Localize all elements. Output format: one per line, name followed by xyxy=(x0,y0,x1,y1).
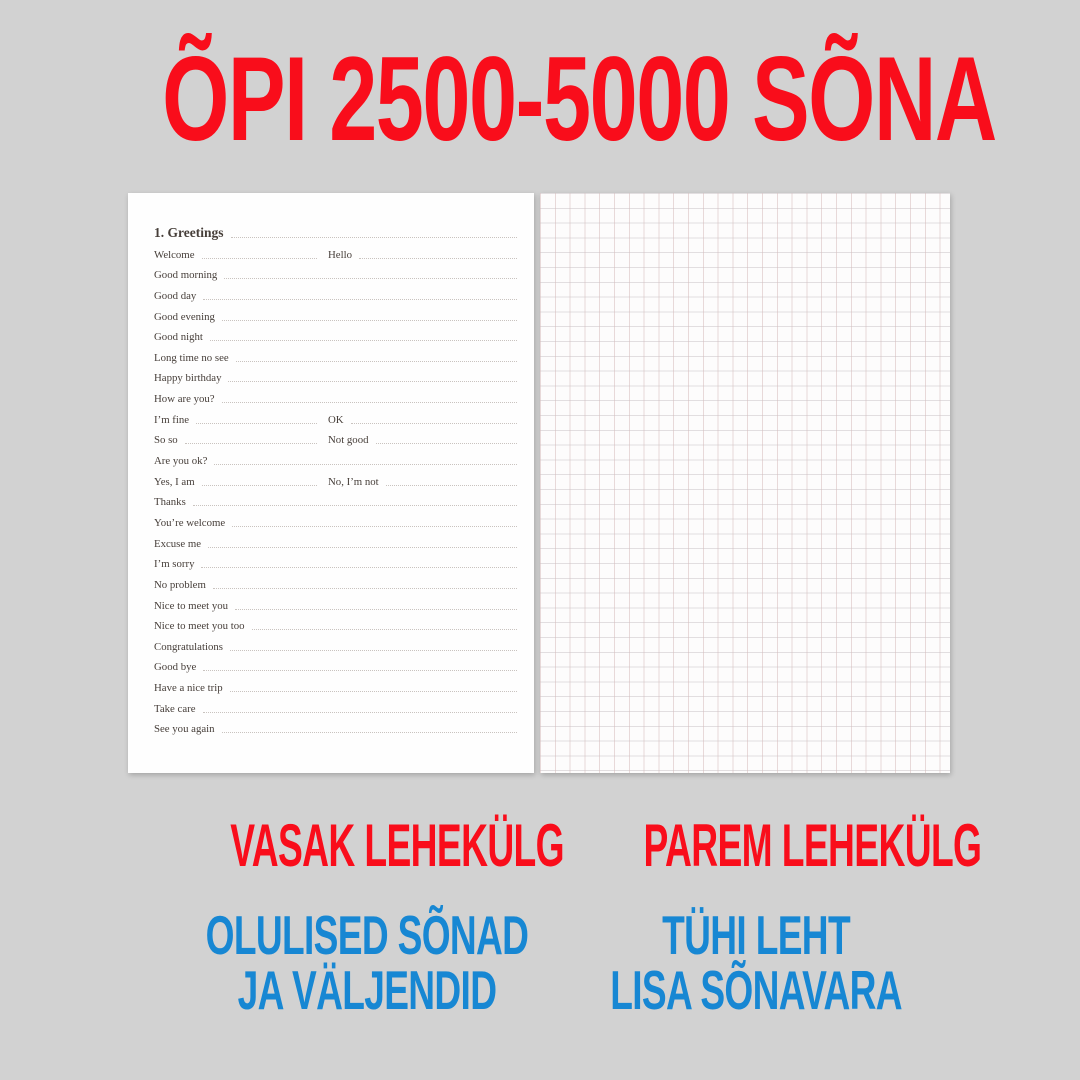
vocab-label: Take care xyxy=(154,702,196,715)
vocab-label: Excuse me xyxy=(154,537,202,550)
vocab-col xyxy=(154,703,518,716)
dotted-line xyxy=(359,258,517,259)
vocab-row xyxy=(154,509,518,530)
vocab-label: OK xyxy=(328,413,344,426)
page-captions-blue xyxy=(128,904,950,1021)
vocab-row xyxy=(154,633,518,654)
vocab-col xyxy=(154,517,518,530)
vocab-label: Are you ok? xyxy=(154,455,208,468)
vocab-row xyxy=(154,447,518,468)
vocab-label: Nice to meet you xyxy=(154,599,229,612)
vocab-col xyxy=(154,455,518,468)
vocab-row xyxy=(154,571,518,592)
vocab-row xyxy=(154,385,518,406)
vocab-row xyxy=(154,262,518,283)
vocab-row xyxy=(154,489,518,510)
vocab-row xyxy=(154,303,518,324)
vocab-row xyxy=(154,674,518,695)
vocab-row xyxy=(154,716,518,737)
vocab-col xyxy=(154,331,518,344)
dotted-line xyxy=(193,505,517,506)
left-page-red-caption-text: VASAK LEHEKÜLG xyxy=(230,812,564,879)
vocab-label: I’m fine xyxy=(154,413,190,426)
vocab-col xyxy=(154,579,518,592)
vocab-row xyxy=(154,654,518,675)
dotted-line xyxy=(228,381,517,382)
dotted-line xyxy=(210,340,517,341)
vocab-label: Good evening xyxy=(154,310,215,323)
right-page-grid xyxy=(540,193,950,773)
vocab-rows xyxy=(154,241,518,736)
vocab-col xyxy=(154,641,518,654)
vocab-label: Hello xyxy=(328,248,352,261)
vocab-label: Good day xyxy=(154,289,197,302)
vocab-row xyxy=(154,365,518,386)
vocab-col xyxy=(154,661,518,674)
vocab-label: So so xyxy=(154,434,178,447)
dotted-line xyxy=(236,361,517,362)
vocab-row xyxy=(154,324,518,345)
dotted-line xyxy=(230,650,517,651)
dotted-line xyxy=(202,258,318,259)
vocab-label: You’re welcome xyxy=(154,516,226,529)
dotted-line xyxy=(232,526,517,527)
dotted-line xyxy=(230,691,517,692)
vocab-label: No problem xyxy=(154,578,206,591)
vocab-label: How are you? xyxy=(154,393,215,406)
vocab-col xyxy=(154,434,318,447)
dotted-line xyxy=(252,629,517,630)
page-captions-red xyxy=(128,812,982,879)
dotted-line xyxy=(222,402,517,403)
dotted-line xyxy=(201,567,517,568)
dotted-line xyxy=(224,278,517,279)
vocab-label: Nice to meet you too xyxy=(154,620,245,633)
vocab-col xyxy=(328,414,518,427)
vocab-label: Good bye xyxy=(154,661,197,674)
vocab-label: Happy birthday xyxy=(154,372,222,385)
vocab-col xyxy=(154,476,318,489)
vocab-col xyxy=(154,496,518,509)
vocab-col xyxy=(154,414,318,427)
dotted-line xyxy=(351,423,517,424)
dotted-line xyxy=(196,423,317,424)
dotted-line xyxy=(203,299,517,300)
dotted-line xyxy=(222,320,517,321)
vocab-label: Yes, I am xyxy=(154,475,195,488)
vocab-label: Not good xyxy=(328,434,369,447)
right-page-red-caption-text: PAREM LEHEKÜLG xyxy=(643,812,982,879)
right-page-blue-caption-text xyxy=(610,904,902,1021)
dotted-line xyxy=(203,670,517,671)
poster-title xyxy=(0,32,1080,166)
vocab-col xyxy=(328,434,518,447)
right-page-blue-caption-line-2: LISA SÕNAVARA xyxy=(610,959,902,1021)
dotted-line xyxy=(222,732,517,733)
vocab-col xyxy=(328,476,518,489)
vocab-col xyxy=(154,311,518,324)
dotted-line xyxy=(203,712,518,713)
right-page-blue-caption-line-1: TÜHI LEHT xyxy=(662,904,850,966)
vocab-row xyxy=(154,282,518,303)
vocab-label: See you again xyxy=(154,723,215,736)
dotted-line xyxy=(376,443,518,444)
vocab-label: Good morning xyxy=(154,269,218,282)
dotted-line xyxy=(202,485,317,486)
left-page-heading-row xyxy=(154,224,518,241)
vocab-col xyxy=(154,249,318,262)
vocab-label: Long time no see xyxy=(154,351,229,364)
vocab-col xyxy=(154,620,518,633)
left-page-red-caption xyxy=(128,812,564,879)
vocab-label: Good night xyxy=(154,331,203,344)
dotted-line xyxy=(213,588,517,589)
vocab-row xyxy=(154,406,518,427)
dotted-line xyxy=(231,237,518,238)
left-page xyxy=(128,193,534,773)
vocab-label: I’m sorry xyxy=(154,558,195,571)
vocab-label: Thanks xyxy=(154,496,186,509)
vocab-row xyxy=(154,468,518,489)
vocab-row xyxy=(154,695,518,716)
vocab-col xyxy=(154,393,518,406)
notebook-spread xyxy=(128,193,950,773)
left-page-blue-caption-line-2: JA VÄLJENDID xyxy=(237,959,497,1021)
left-page-blue-caption-line-1: OLULISED SÕNAD xyxy=(205,904,529,966)
vocab-row xyxy=(154,344,518,365)
dotted-line xyxy=(214,464,517,465)
vocab-col xyxy=(154,558,518,571)
vocab-label: Have a nice trip xyxy=(154,682,223,695)
left-page-blue-caption-text xyxy=(205,904,529,1021)
dotted-line xyxy=(208,547,517,548)
vocab-col xyxy=(154,352,518,365)
vocab-row xyxy=(154,551,518,572)
vocab-label: No, I’m not xyxy=(328,475,379,488)
right-page-red-caption xyxy=(540,812,982,879)
vocab-row xyxy=(154,613,518,634)
vocab-row xyxy=(154,530,518,551)
vocab-col xyxy=(154,600,518,613)
vocab-label: Congratulations xyxy=(154,640,223,653)
vocab-row xyxy=(154,592,518,613)
vocab-col xyxy=(154,723,518,736)
vocab-row xyxy=(154,241,518,262)
vocab-col xyxy=(154,372,518,385)
left-page-blue-caption xyxy=(128,904,534,1021)
vocab-col xyxy=(154,290,518,303)
vocab-col xyxy=(154,269,518,282)
vocab-col xyxy=(154,682,518,695)
left-page-heading: 1. Greetings xyxy=(154,224,224,240)
dotted-line xyxy=(185,443,317,444)
vocab-col xyxy=(154,538,518,551)
vocab-row xyxy=(154,427,518,448)
dotted-line xyxy=(235,609,517,610)
right-page-blue-caption xyxy=(540,904,950,1021)
vocab-col xyxy=(328,249,518,262)
dotted-line xyxy=(386,485,517,486)
poster-title-text: ÕPI 2500-5000 SÕNA xyxy=(162,32,996,166)
vocab-label: Welcome xyxy=(154,248,195,261)
